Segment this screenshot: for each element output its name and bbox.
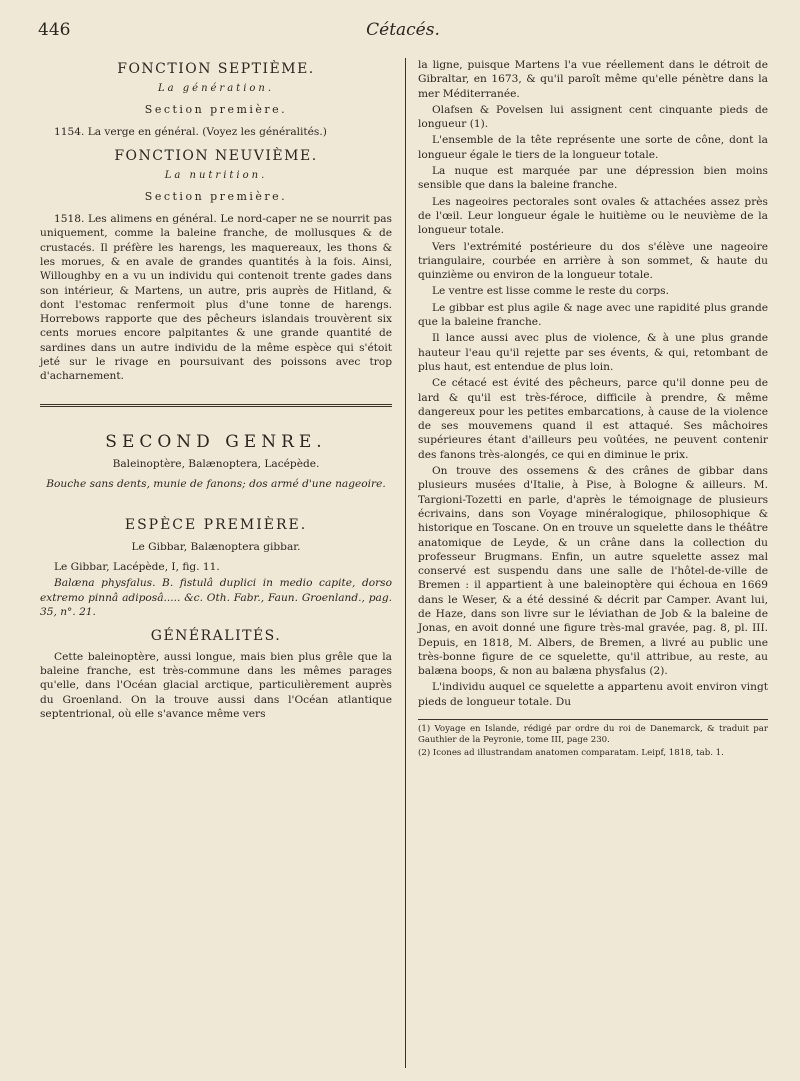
generalities-paragraph: Cette baleinoptère, aussi longue, mais bien plus grêle que la baleine franche, est très-commune dans les mêmes parages qu'elle, dans l'Océan glacial arctique, particulièrement auprès du Groenland. On la trouve aussi dans l'Océan atlantique septentrional, où elle s'avance même vers: [40, 650, 392, 720]
species-heading: ESPÈCE PREMIÈRE.: [124, 516, 308, 533]
species-name: Le Gibbar, Balænoptera gibbar.: [131, 540, 301, 553]
synonym-2: Balæna physfalus. B. fistulâ duplici in medio capite, dorso extremo pinnâ adiposâ..... &c. Oth. Fabr., Faun. Groenland., pag. 35, n°. 21.: [40, 577, 392, 619]
generalities-heading: GÉNÉRALITÉS.: [150, 628, 282, 645]
paragraph-r7: Le ventre est lisse comme le reste du corps.: [432, 285, 669, 298]
left-column: [40, 58, 392, 723]
genre-name: Baleinoptère, Balænoptera, Lacépède.: [112, 457, 320, 470]
paragraph-r3: L'ensemble de la tête représente une sorte de cône, dont la longueur égale le tiers de la longueur totale.: [418, 134, 768, 161]
page-number: 446: [38, 20, 71, 40]
page-header: [38, 20, 768, 50]
function-heading-7: FONCTION SEPTIÈME.: [117, 61, 315, 77]
function-subheading-9: La nutrition.: [164, 170, 268, 182]
function-subheading-7: La génération.: [157, 83, 275, 95]
genre-characters: Bouche sans dents, munie de fanons; dos armé d'une nageoire.: [46, 478, 386, 491]
paragraph-r12: L'individu auquel ce squelette a appartenu avoit environ vingt pieds de longueur totale. Du: [418, 681, 768, 708]
synonym-1: Le Gibbar, Lacépède, I, fig. 11.: [54, 561, 220, 574]
paragraph-r11: On trouve des ossemens & des crânes de gibbar dans plusieurs musées d'Italie, à Pise, à Bologne & ailleurs. M. Targioni-Tozetti en parle, d'après le témoignage de plusieurs écrivains, dans son Voyage minéralogique, philosophique & historique en Toscane. On en trouve un squelette dans le théâtre anatomique de Leyde, & un crâne dans la collection du professeur Brugmans. Enfin, un autre squelette assez mal conservé est suspendu dans une salle de l'hôtel-de-ville de Bremen : il appartient à une baleinoptère qui échoua en 1669 dans le Weser, & a été dessiné & décrit par Camper. Avant lui, de Haze, dans son livre sur le léviathan de Job & la baleine de Jonas, en avoit donné une figure très-mal gravée, pag. 8, pl. III. Depuis, en 1818, M. Albers, de Bremen, a livré au public une très-bonne figure de ce squelette, qu'il attribue, au reste, au balæna boops, & non au balæna physfalus (2).: [418, 465, 768, 678]
running-title: Cétacés.: [366, 20, 440, 40]
footnote-rule: [418, 719, 768, 720]
function-heading-9: FONCTION NEUVIÈME.: [114, 148, 318, 165]
right-column: [418, 58, 768, 761]
paragraph-r10: Ce cétacé est évité des pêcheurs, parce qu'il donne peu de lard & qu'il est très-féroce, difficile à prendre, & même dangereux pour les petites embarcations, à cause de la violence de ses mouvemens quand il est attaqué. Ses mâchoires supérieures étant d'ailleurs peu voûtées, ne peuvent contenir des fanons très-alongés, ce qui en diminue le prix.: [418, 377, 768, 461]
paragraph-r6: Vers l'extrémité postérieure du dos s'élève une nageoire triangulaire, courbée en arrière à son sommet, & haute du quinzième ou environ de la longueur totale.: [418, 240, 768, 282]
paragraph-r9: Il lance aussi avec plus de violence, & à une plus grande hauteur l'eau qu'il rejette par ses évents, & qui, retombant de plus haut, est entendue de plus loin.: [418, 332, 768, 373]
genre-heading: SECOND GENRE.: [105, 431, 327, 452]
paragraph-r1: la ligne, puisque Martens l'a vue réellement dans le détroit de Gibraltar, en 1673, & qu'il paroît même qu'elle pénètre dans la mer Méditerranée.: [418, 59, 768, 100]
section-rule: [40, 404, 392, 409]
column-divider: [405, 58, 406, 1068]
section-heading-1: Section première.: [144, 102, 288, 116]
section-heading-2: Section première.: [144, 189, 288, 203]
paragraph-r4: La nuque est marquée par une dépression bien moins sensible que dans la baleine franche.: [418, 165, 768, 192]
footnote-1: (1) Voyage en Islande, rédigé par ordre du roi de Danemarck, & traduit par Gauthier de la Peyronie, tome III, page 230.: [418, 724, 768, 746]
paragraph-1154: 1154. La verge en général. (Voyez les généralités.): [54, 125, 327, 138]
paragraph-r5: Les nageoires pectorales sont ovales & attachées assez près de l'œil. Leur longueur égale le huitième ou le neuvième de la longueur totale.: [418, 195, 768, 237]
paragraph-1518: 1518. Les alimens en général. Le nord-caper ne se nourrit pas uniquement, comme la baleine franche, de mollusques & de crustacés. Il préfère les harengs, les maquereaux, les thons & les morues, & en avale de grandes quantités à la fois. Ainsi, Willoughby en a vu un individu qui contenoit trente gades dans son intérieur, & Martens, un autre, pris auprès de Hitland, & dont l'estomac renfermoit plus d'une tonne de harengs. Horrebows rapporte que des pêcheurs islandais trouvèrent six cents morues encore palpitantes & une grande quantité de sardines dans un autre individu de la même espèce qui s'étoit jeté sur le rivage en poursuivant des poissons avec trop d'acharnement.: [40, 213, 392, 383]
paragraph-r2: Olafsen & Povelsen lui assignent cent cinquante pieds de longueur (1).: [418, 103, 768, 131]
footnote-2: (2) Icones ad illustrandam anatomen comparatam. Leipf, 1818, tab. 1.: [418, 748, 724, 759]
paragraph-r8: Le gibbar est plus agile & nage avec une rapidité plus grande que la baleine franche.: [418, 301, 768, 329]
